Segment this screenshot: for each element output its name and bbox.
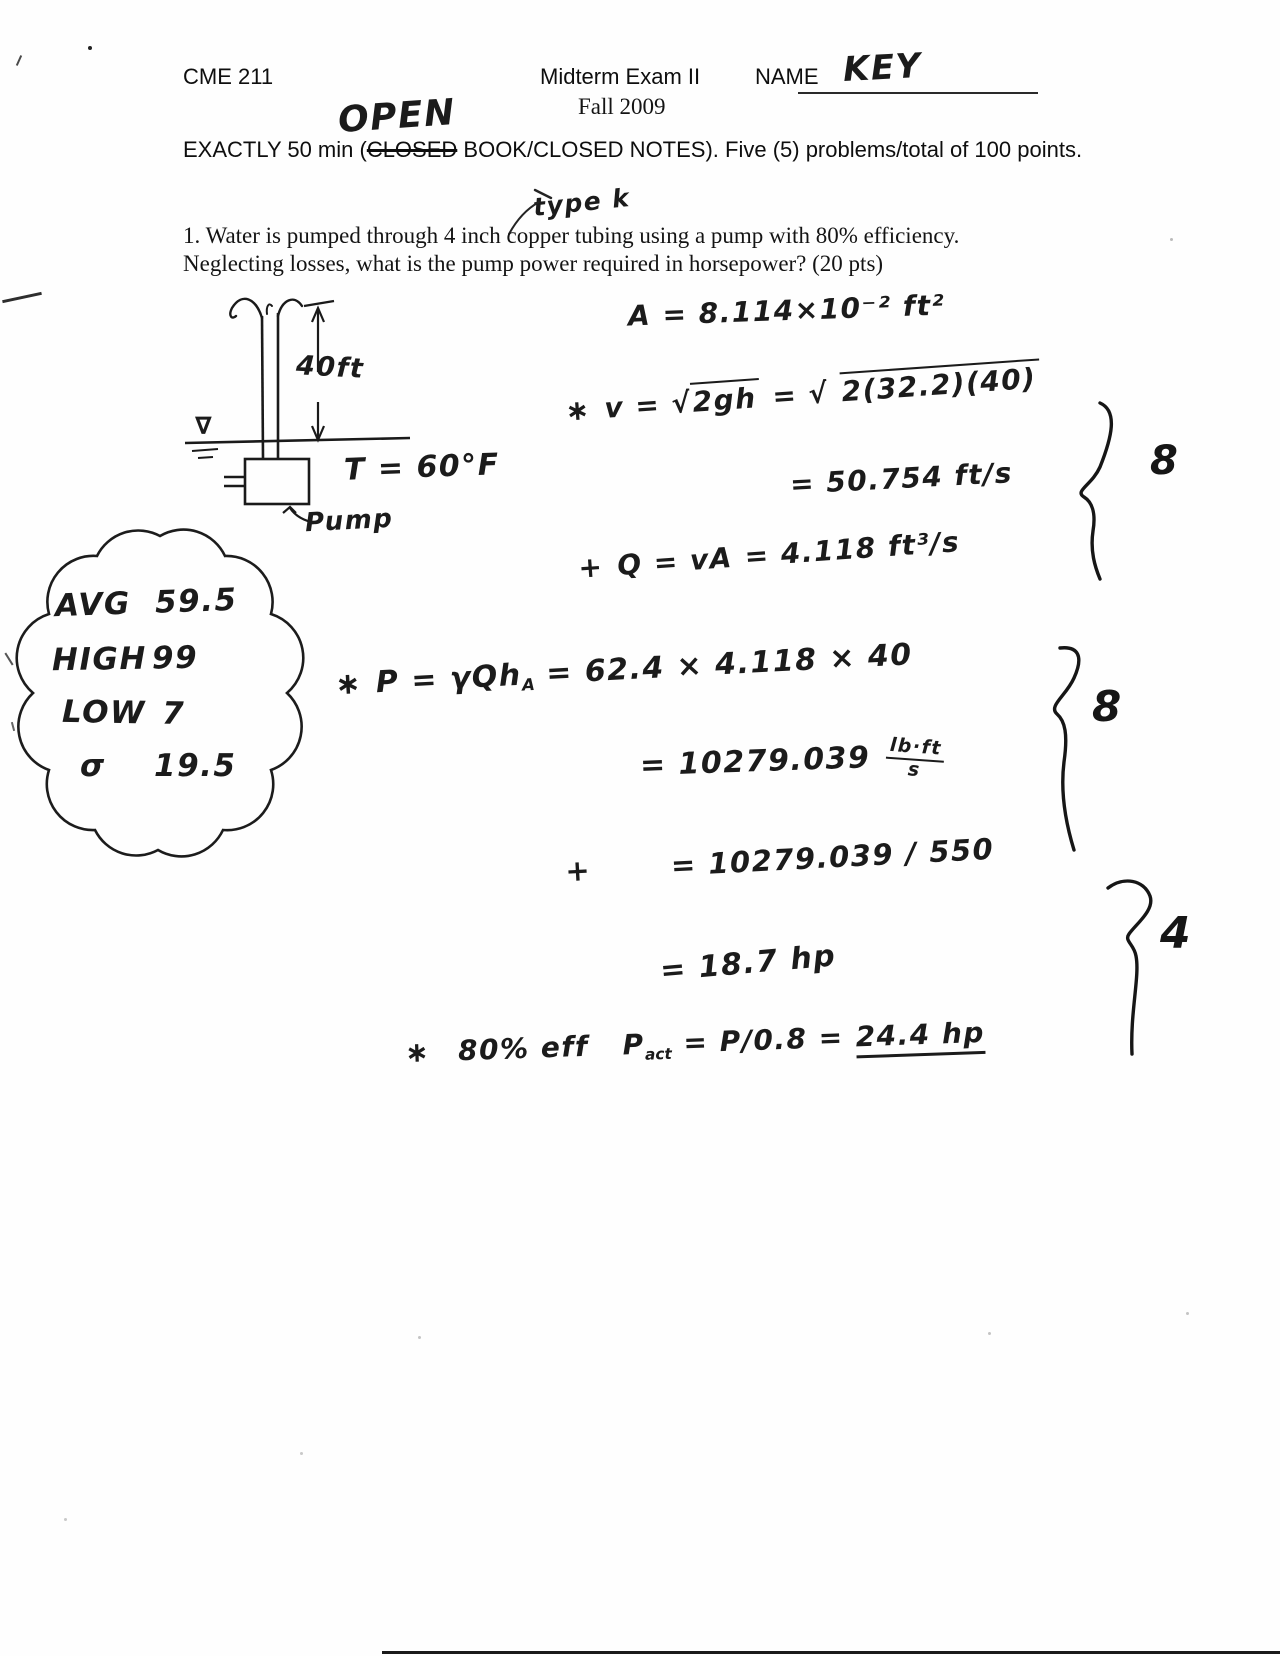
velocity-result: = 50.754 ft/s (789, 456, 1014, 501)
instructions-line (183, 137, 1082, 163)
temperature-label: T = 60°F (343, 447, 501, 488)
type-k-annotation: type k (531, 182, 632, 223)
radical-numeric: 2(32.2)(40) (839, 358, 1041, 408)
water-surface-icon: ∇ (195, 412, 214, 440)
final-answer: 24.4 hp (855, 1016, 986, 1058)
stat-sigma (80, 748, 237, 784)
radical-2gh: 2gh (690, 378, 761, 419)
efficiency-line (405, 1016, 986, 1072)
stat-high (52, 640, 199, 679)
score-brace-3 (1098, 872, 1178, 1062)
flow-result: = 4.118 ft³/s (743, 525, 962, 574)
power-equation (334, 637, 925, 705)
score-value-2: 8 (1092, 682, 1122, 731)
efficiency-label: 80% eff (457, 1029, 590, 1068)
stat-high-value: 99 (151, 639, 199, 677)
area-equation: A = 8.114×10⁻² ft² (627, 288, 946, 333)
scan-speck (300, 1452, 303, 1455)
height-dimension-label: 40ft (295, 350, 365, 385)
flow-equation (577, 524, 973, 584)
actual-power-symbol: P (622, 1027, 646, 1062)
dimension-top-tick (304, 301, 334, 306)
handwritten-name: KEY (842, 45, 923, 91)
stat-avg (54, 582, 238, 624)
grader-mark: ∗ (564, 392, 592, 428)
stat-avg-label: AVG (54, 585, 132, 625)
grader-mark: ∗ (334, 666, 363, 703)
open-annotation: OPEN (336, 91, 458, 142)
scan-tick (4, 653, 13, 666)
score-brace-2 (1030, 642, 1100, 857)
stat-sigma-label: σ (80, 748, 106, 784)
stat-low (62, 694, 186, 732)
pump-box (245, 459, 309, 504)
horsepower-result: = 18.7 hp (658, 938, 838, 989)
power-units-fraction (885, 733, 946, 783)
scan-speck (418, 1336, 421, 1339)
stat-high-label: HIGH (51, 640, 148, 679)
efficiency-expression: = P/0.8 = (682, 1020, 845, 1060)
unit-numerator: lb·ft (886, 736, 946, 763)
flow-lhs: Q = vA (616, 541, 734, 582)
grader-mark: + (564, 852, 592, 889)
problem-line-2: Neglecting losses, what is the pump power required in horsepower? (20 pts) (183, 251, 884, 276)
power-value: = 10279.039 (639, 740, 871, 784)
stat-avg-value: 59.5 (154, 581, 239, 621)
power-subscript: A (521, 675, 536, 695)
stat-low-value: 7 (161, 695, 186, 733)
pump-arrowhead-icon (283, 507, 296, 513)
spray-right-icon (278, 300, 302, 316)
struck-closed-word: CLOSED (366, 137, 458, 162)
spray-left-icon (230, 299, 262, 318)
stats-cloud-outline (15, 518, 305, 858)
velocity-equation (564, 361, 1041, 427)
velocity-mid: = √ (771, 376, 830, 414)
exam-term: Fall 2009 (578, 94, 666, 119)
scan-speck (88, 46, 92, 50)
power-lhs: P = γQh (375, 657, 523, 701)
scan-speck (64, 1518, 67, 1521)
stat-low-label: LOW (61, 693, 147, 732)
scan-speck (988, 1332, 991, 1335)
score-brace-1 (1062, 395, 1132, 585)
scan-speck (1186, 1312, 1189, 1315)
scan-speck (1170, 238, 1173, 241)
pipe-left-wall (262, 316, 263, 458)
division-line (564, 832, 995, 888)
velocity-lhs: v = √ (603, 385, 693, 425)
power-value-line (639, 733, 945, 790)
scan-tick (16, 55, 22, 66)
grader-mark: ∗ (404, 1035, 431, 1070)
ground-line (185, 438, 410, 443)
grader-mark: + (577, 550, 605, 585)
scan-edge-line (382, 1651, 1280, 1654)
pump-inlet-lines (224, 477, 244, 486)
scan-dash (2, 292, 42, 303)
spray-middle-icon (267, 304, 272, 314)
name-label: NAME (755, 64, 819, 89)
water-surface-dashes (192, 449, 218, 458)
actual-power-subscript: act (644, 1044, 673, 1064)
unit-denominator: s (907, 758, 922, 782)
power-rhs: = 62.4 × 4.118 × 40 (545, 637, 914, 692)
division-expression: = 10279.039 / 550 (670, 831, 996, 883)
pump-label: Pump (304, 503, 395, 539)
exam-title: Midterm Exam II (540, 64, 701, 89)
problem-line-1: 1. Water is pumped through 4 inch copper tubing using a pump with 80% efficiency. (183, 223, 960, 248)
course-code: CME 211 (183, 64, 274, 89)
score-value-1: 8 (1150, 438, 1178, 484)
score-value-3: 4 (1160, 908, 1191, 959)
instructions-prefix: EXACTLY 50 min ( (183, 137, 367, 162)
stat-sigma-value: 19.5 (154, 748, 237, 784)
instructions-suffix: BOOK/CLOSED NOTES). Five (5) problems/total of 100 points. (457, 137, 1083, 162)
